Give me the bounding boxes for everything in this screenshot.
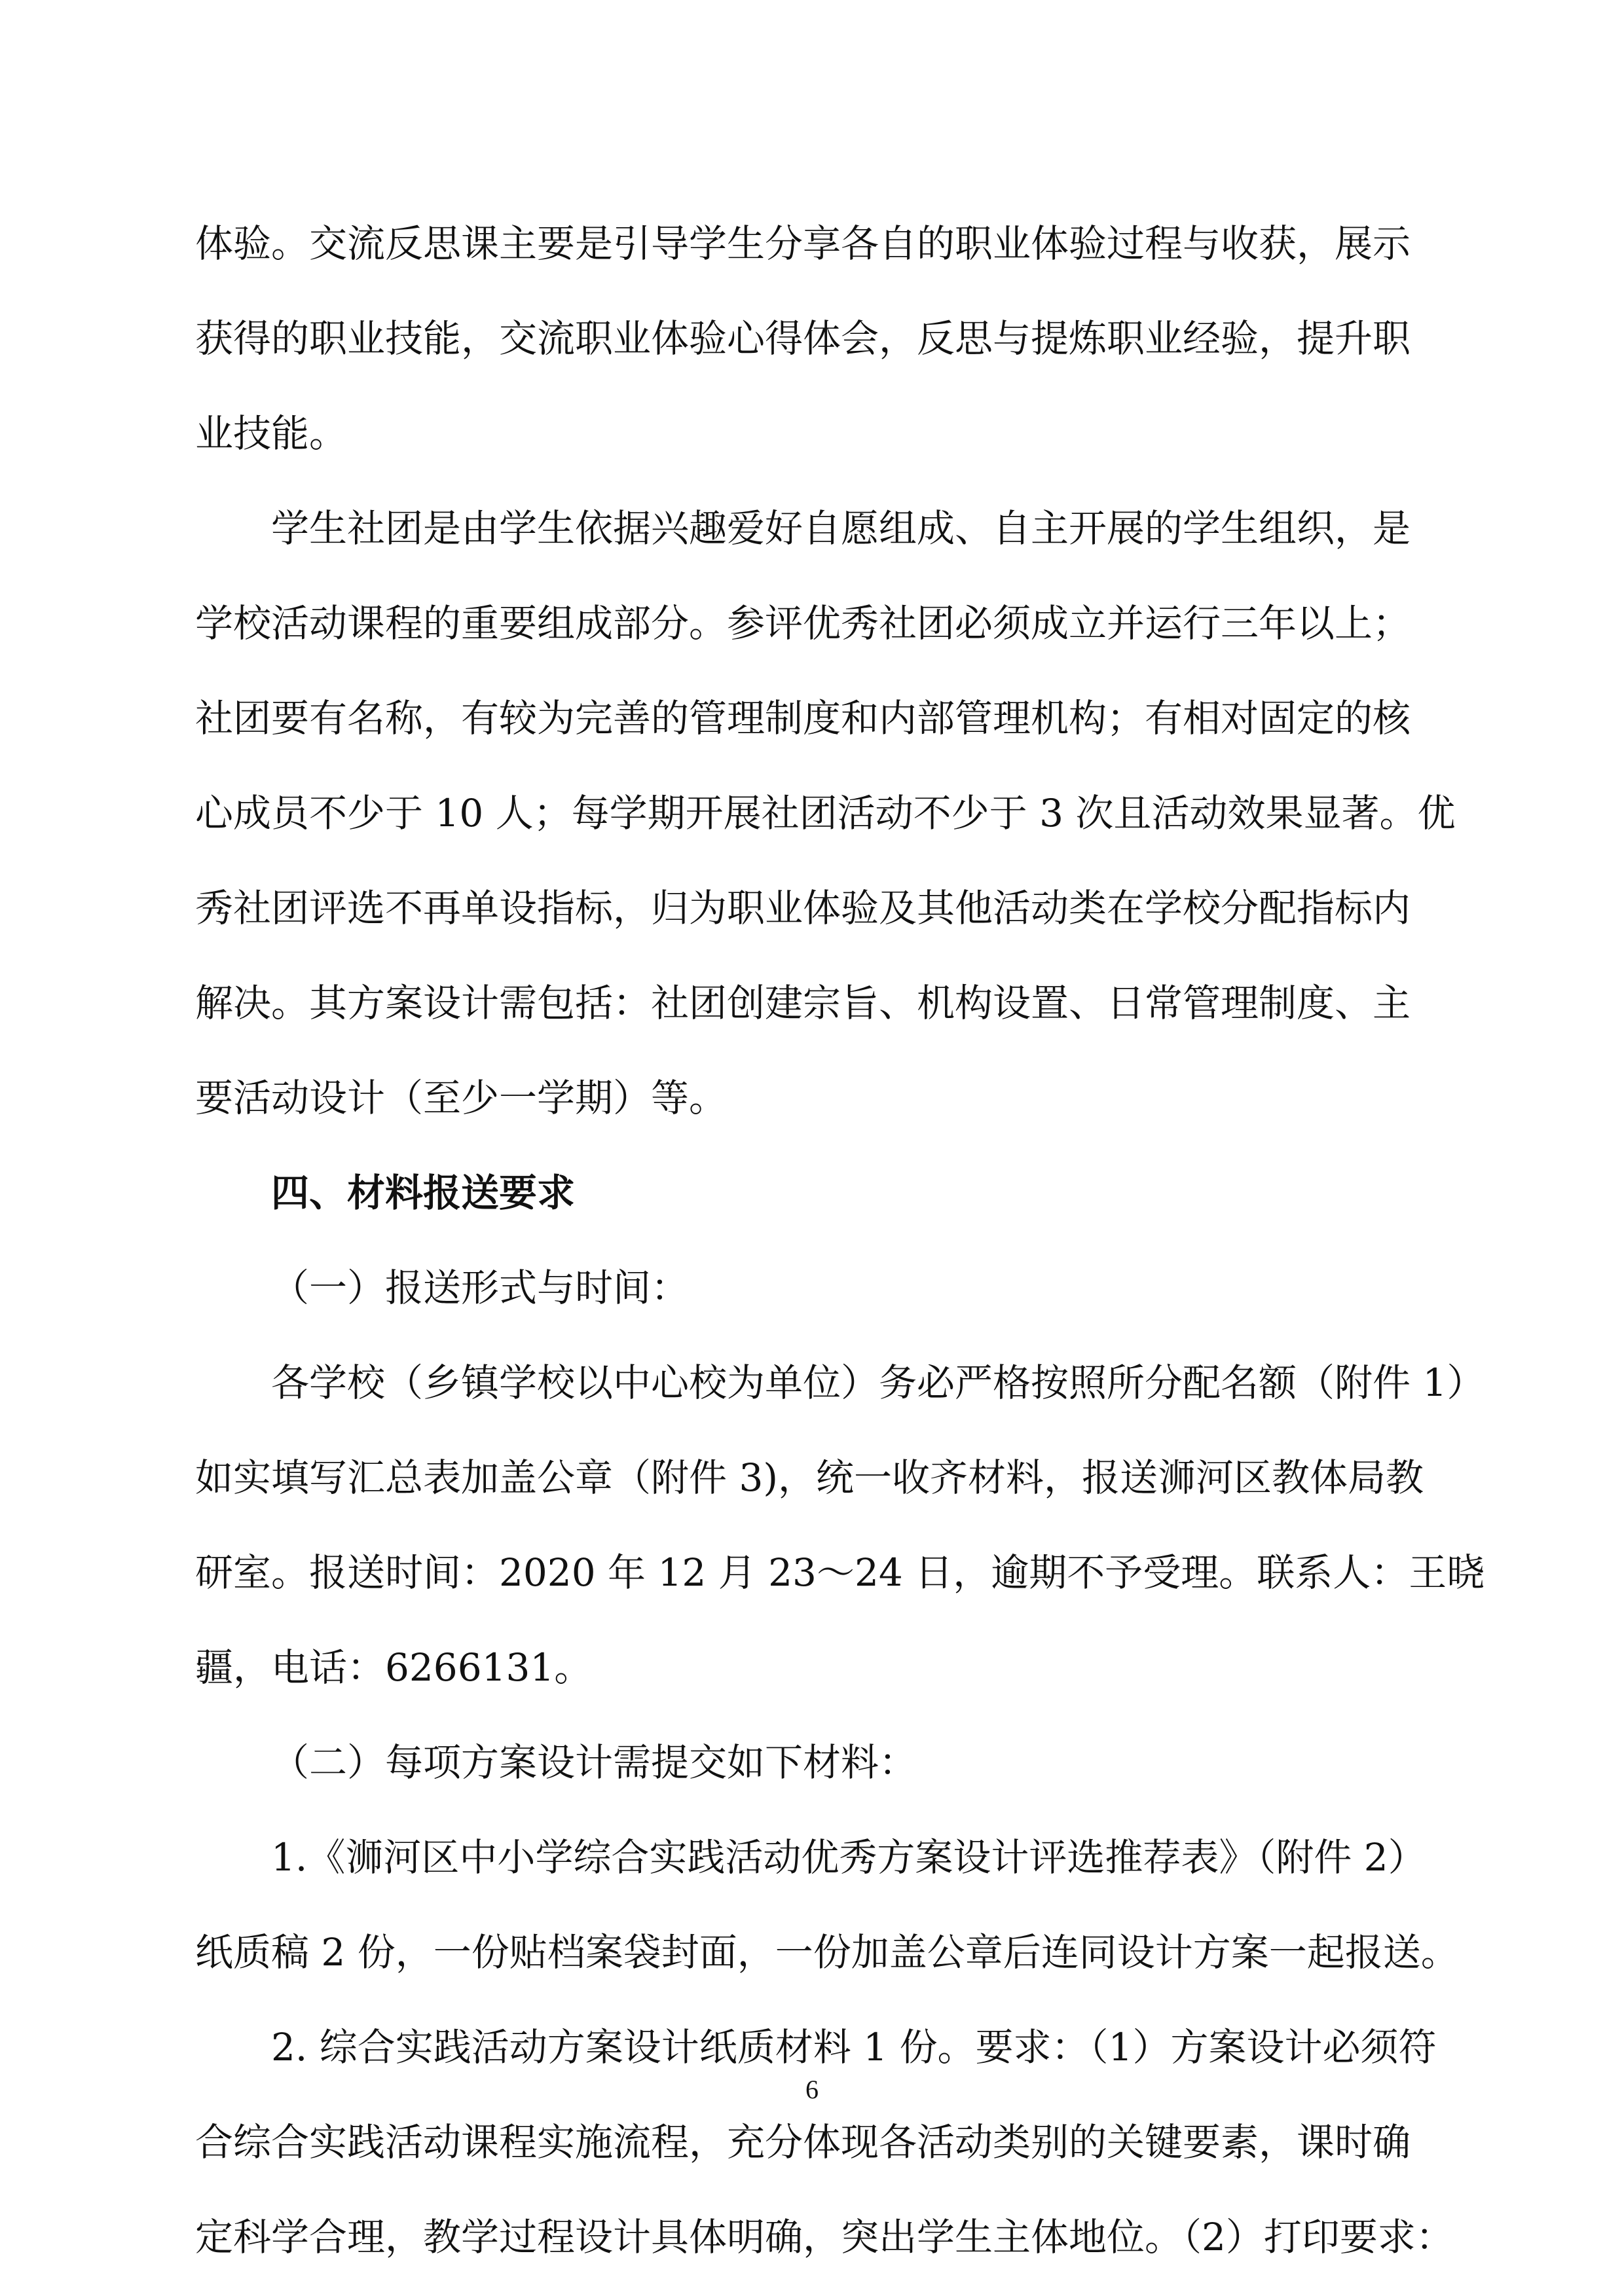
paragraph-line: 合综合实践活动课程实施流程，充分体现各活动类别的关键要素，课时确 (195, 2120, 1411, 2164)
paragraph-line: 获得的职业技能，交流职业体验心得体会，反思与提炼职业经验，提升职 (195, 316, 1411, 361)
paragraph-line: 各学校（乡镇学校以中心校为单位）务必严格按照所分配名额（附件 1） (271, 1360, 1485, 1405)
paragraph-line: 疆，电话：6266131。 (195, 1645, 593, 1690)
paragraph-line: 心成员不少于 10 人；每学期开展社团活动不少于 3 次且活动效果显著。优 (195, 791, 1456, 835)
paragraph-line: 研室。报送时间：2020 年 12 月 23～24 日，逾期不予受理。联系人：王晓 (195, 1550, 1485, 1595)
paragraph-line: 纸质稿 2 份，一份贴档案袋封面，一份加盖公章后连同设计方案一起报送。 (195, 1930, 1459, 1975)
paragraph-line: 秀社团评选不再单设指标，归为职业体验及其他活动类在学校分配指标内 (195, 886, 1411, 930)
paragraph-line: 社团要有名称，有较为完善的管理制度和内部管理机构；有相对固定的核 (195, 696, 1411, 740)
section-heading: 四、材料报送要求 (271, 1171, 576, 1215)
paragraph-line: 定科学合理，教学过程设计具体明确，突出学生主体地位。（2）打印要求： (195, 2215, 1454, 2259)
paragraph-line: 2. 综合实践活动方案设计纸质材料 1 份。要求：（1）方案设计必须符 (271, 2025, 1437, 2069)
paragraph-line: 1.《浉河区中小学综合实践活动优秀方案设计评选推荐表》（附件 2） (271, 1835, 1426, 1880)
subsection-heading: （一）报送形式与时间： (271, 1266, 690, 1310)
paragraph-line: 学生社团是由学生依据兴趣爱好自愿组成、自主开展的学生组织，是 (271, 506, 1411, 551)
paragraph-line: 体验。交流反思课主要是引导学生分享各自的职业体验过程与收获，展示 (195, 221, 1411, 266)
paragraph-line: 要活动设计（至少一学期）等。 (195, 1076, 728, 1120)
paragraph-line: 学校活动课程的重要组成部分。参评优秀社团必须成立并运行三年以上； (195, 601, 1411, 646)
paragraph-line: 解决。其方案设计需包括：社团创建宗旨、机构设置、日常管理制度、主 (195, 981, 1411, 1025)
subsection-heading: （二）每项方案设计需提交如下材料： (271, 1740, 917, 1785)
page-number: 6 (805, 2075, 819, 2104)
paragraph-line: 业技能。 (195, 411, 348, 456)
document-body (195, 196, 1485, 2285)
paragraph-line: 如实填写汇总表加盖公章（附件 3)，统一收齐材料，报送浉河区教体局教 (195, 1455, 1424, 1500)
